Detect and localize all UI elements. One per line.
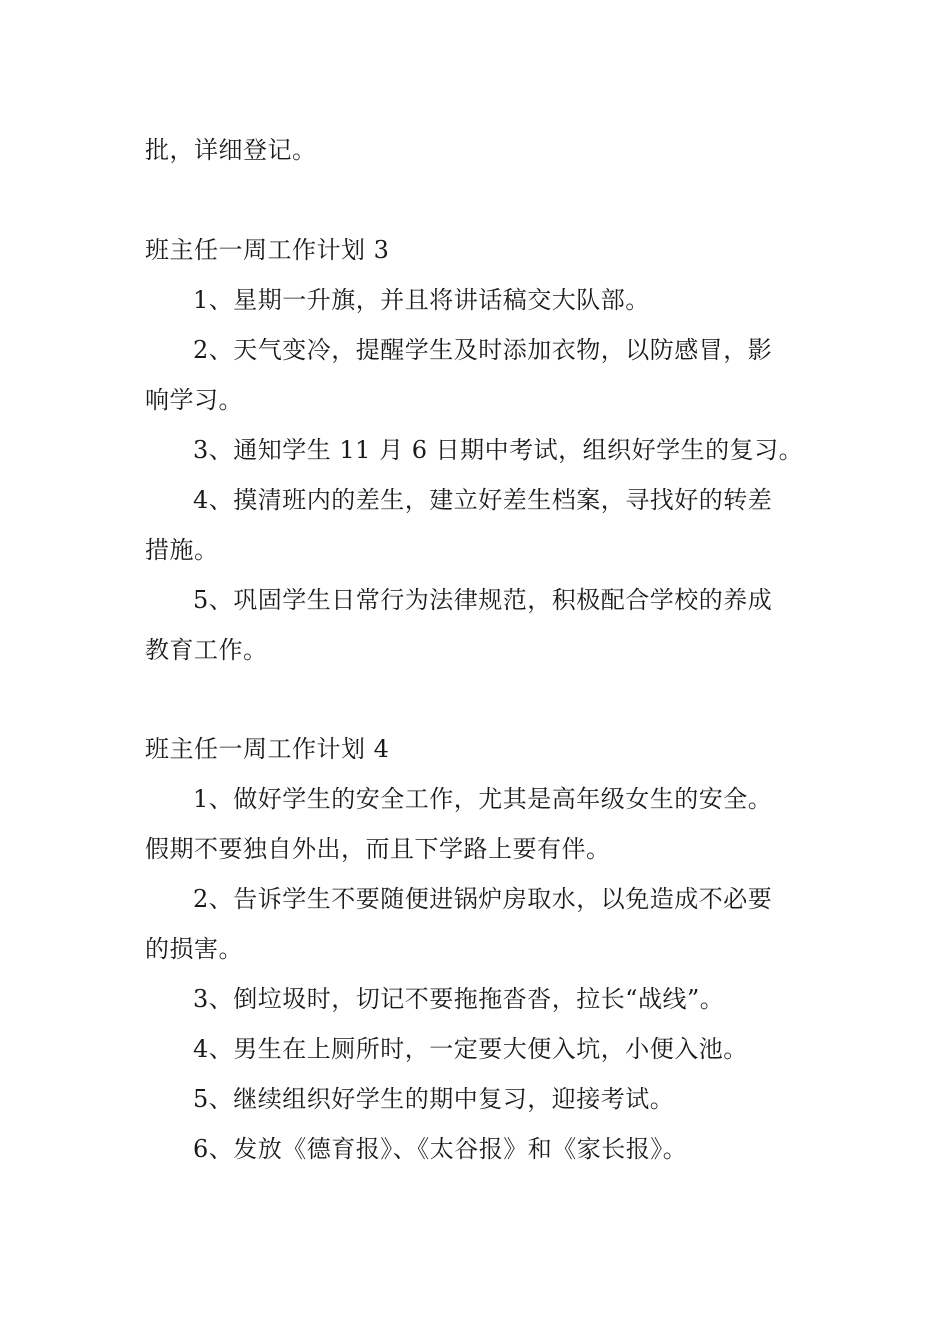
list-item: 1、做好学生的安全工作，尤其是高年级女生的安全。 <box>193 785 773 813</box>
list-item: 2、天气变冷，提醒学生及时添加衣物，以防感冒，影 <box>193 336 773 364</box>
list-item: 5、巩固学生日常行为法律规范，积极配合学校的养成 <box>193 586 773 614</box>
list-item-continuation: 响学习。 <box>145 386 243 414</box>
list-item-continuation: 措施。 <box>145 536 219 564</box>
list-item: 2、告诉学生不要随便进锅炉房取水，以免造成不必要 <box>193 885 773 913</box>
section-heading: 班主任一周工作计划 4 <box>145 735 390 763</box>
list-item-continuation: 假期不要独自外出，而且下学路上要有伴。 <box>145 835 611 863</box>
list-item: 3、通知学生 11 月 6 日期中考试，组织好学生的复习。 <box>193 436 804 464</box>
list-item: 6、发放《德育报》、《太谷报》和《家长报》。 <box>193 1135 688 1163</box>
list-item: 3、倒垃圾时，切记不要拖拖沓沓，拉长“战线”。 <box>193 985 725 1013</box>
list-item: 4、摸清班内的差生，建立好差生档案，寻找好的转差 <box>193 486 773 514</box>
list-item: 4、男生在上厕所时，一定要大便入坑，小便入池。 <box>193 1035 748 1063</box>
text-line: 批，详细登记。 <box>145 136 317 164</box>
list-item: 1、星期一升旗，并且将讲话稿交大队部。 <box>193 286 650 314</box>
list-item: 5、继续组织好学生的期中复习，迎接考试。 <box>193 1085 675 1113</box>
list-item-continuation: 教育工作。 <box>145 636 268 664</box>
list-item-continuation: 的损害。 <box>145 935 243 963</box>
section-heading: 班主任一周工作计划 3 <box>145 236 390 264</box>
